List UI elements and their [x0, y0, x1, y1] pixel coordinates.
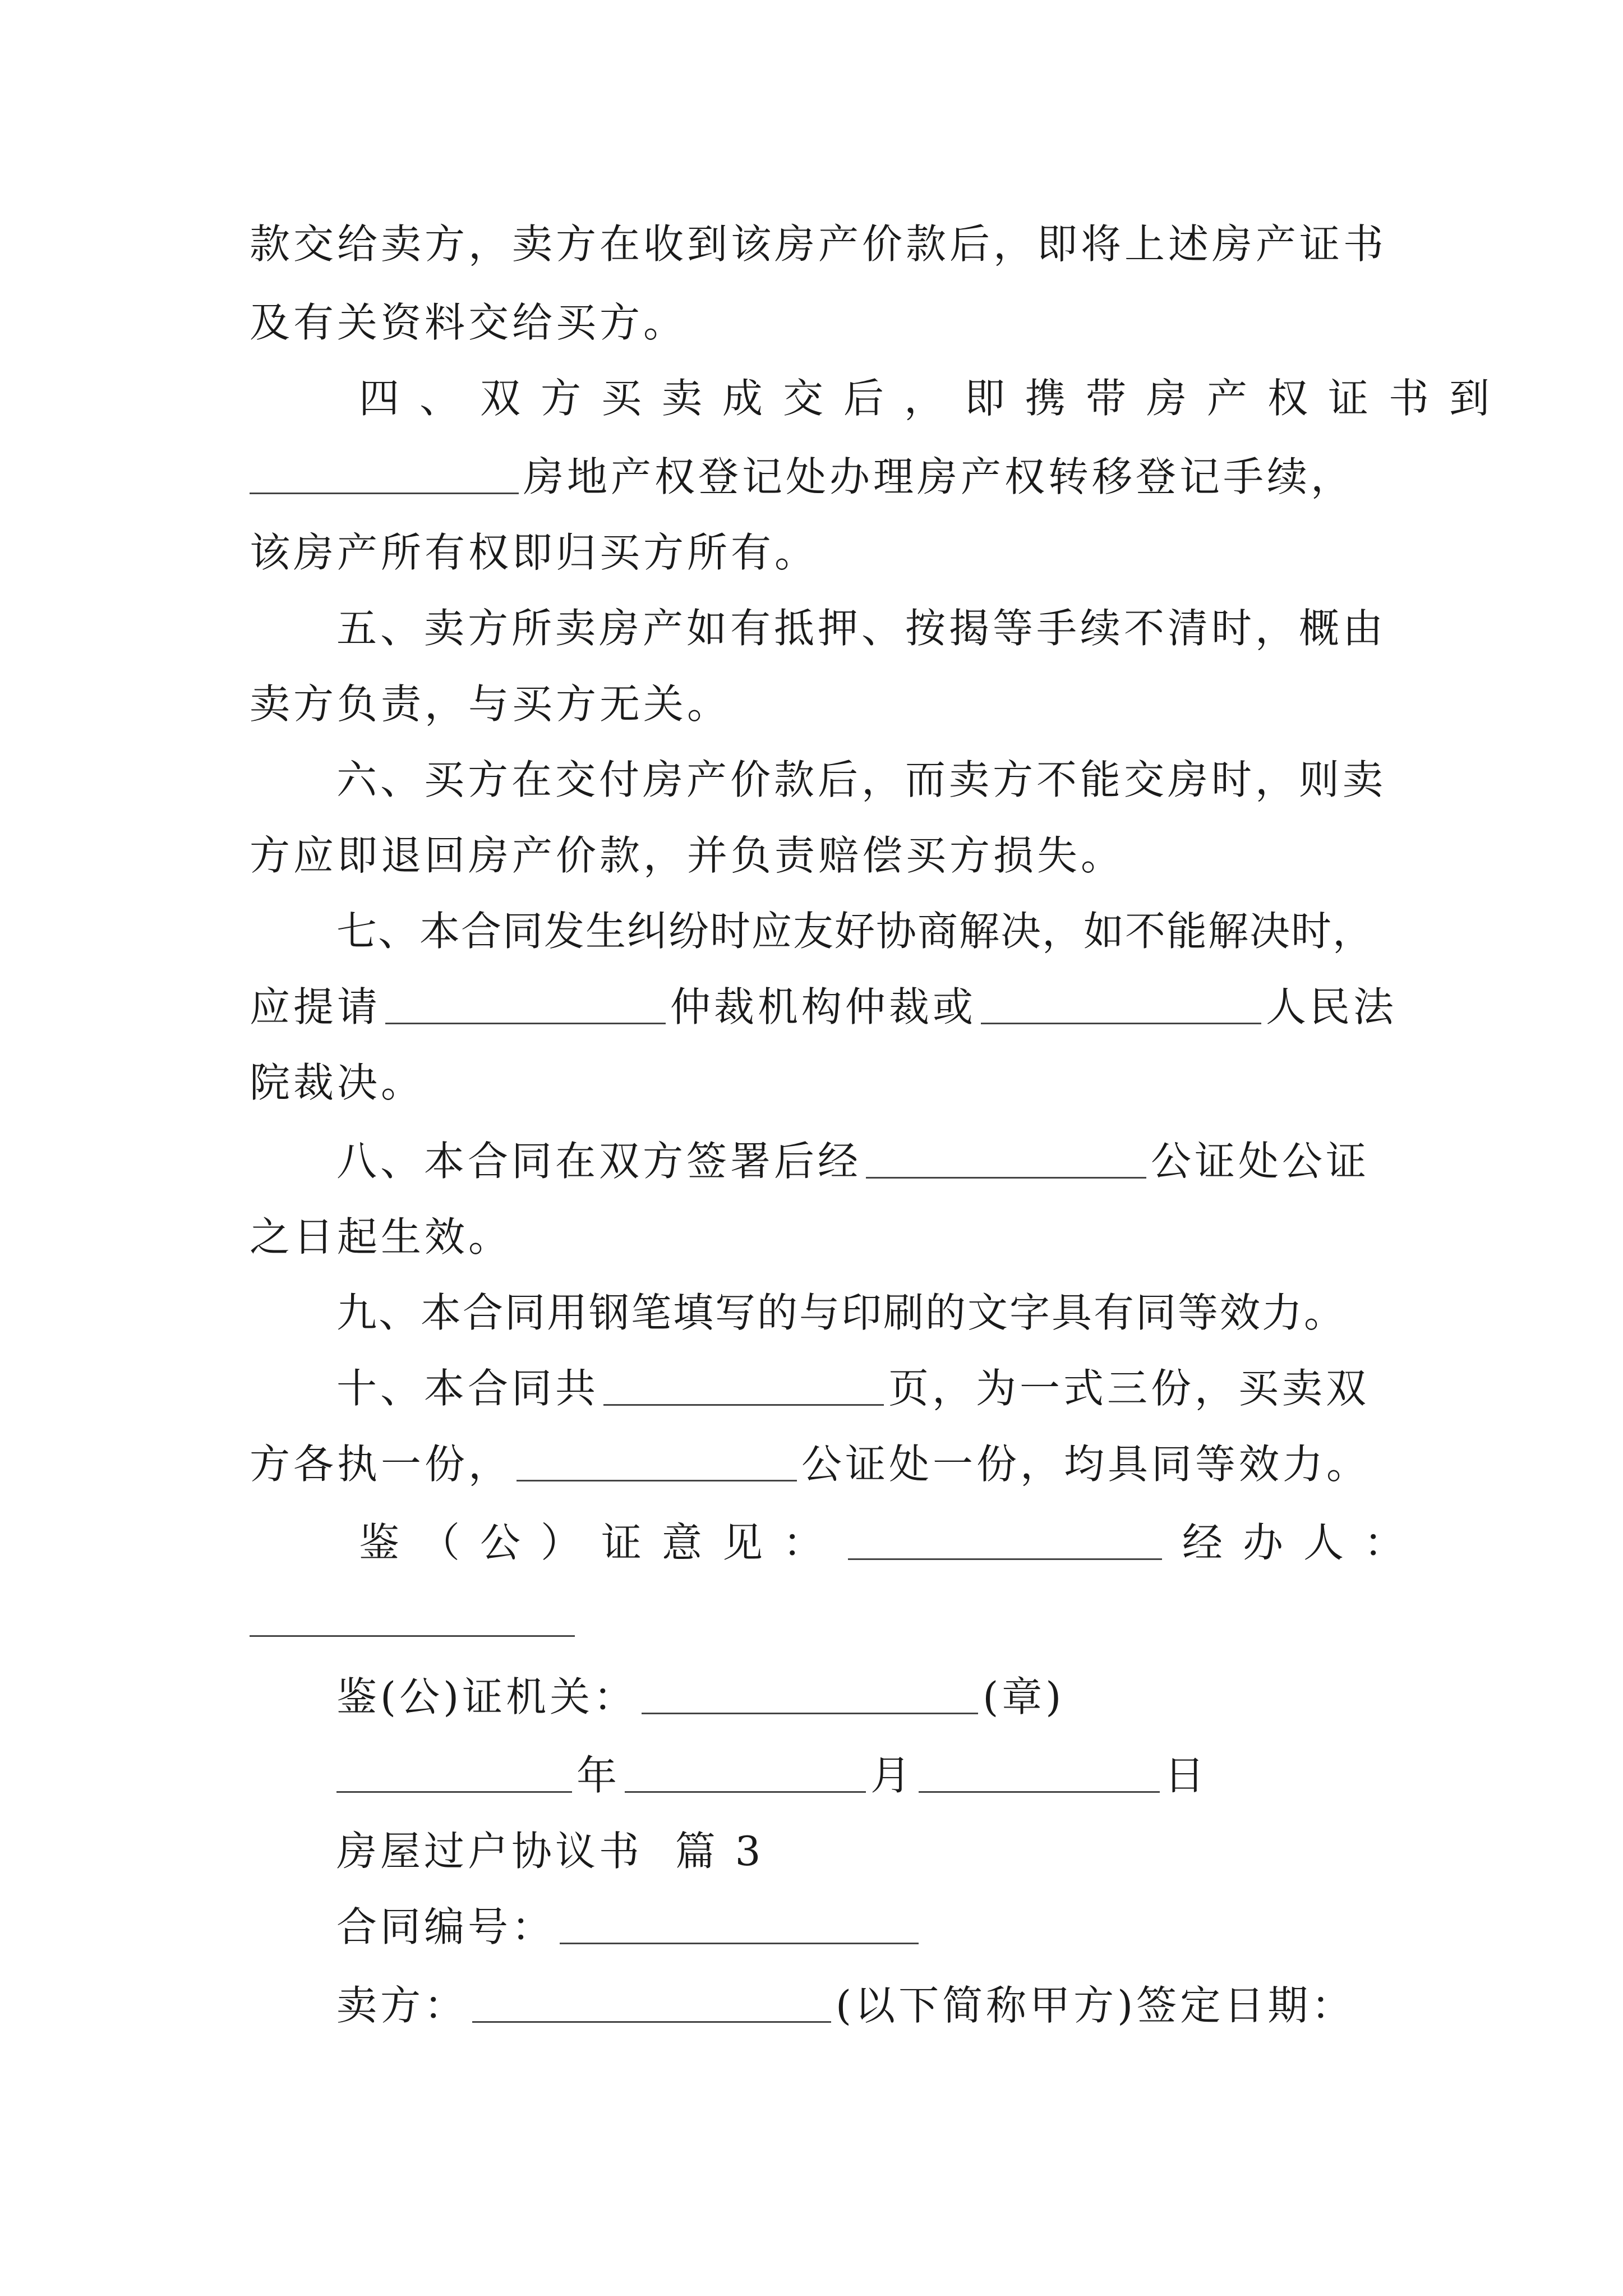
- clause-6-line-2: 方应即退回房产价款，并负责赔偿买方损失。: [250, 832, 1125, 879]
- handler-blank-line[interactable]: [250, 1635, 575, 1637]
- date-line: 年 月 日: [336, 1736, 1402, 1815]
- clause-4-line-2: 房地产权登记处办理房产权转移登记手续，: [250, 438, 1394, 516]
- blank-field[interactable]: [250, 448, 519, 494]
- clause-4-line-1: 四、双方买卖成交后，即携带房产权证书到: [359, 375, 1510, 422]
- clause-5-line-2: 卖方负责，与买方无关。: [250, 680, 731, 728]
- month-blank[interactable]: [625, 1746, 866, 1793]
- clause-10-line-1: 十、本合同共 页，为一式三份，买卖双: [336, 1349, 1402, 1428]
- day-blank[interactable]: [919, 1746, 1160, 1793]
- clause-7-line-1: 七、本合同发生纠纷时应友好协商解决，如不能解决时，: [336, 908, 1375, 955]
- contract-number-line: 合同编号：: [336, 1888, 1402, 1966]
- page-count-blank[interactable]: [603, 1359, 884, 1406]
- clause-8-line-1: 八、本合同在双方签署后经 公证处公证: [336, 1122, 1402, 1200]
- clause-9-line: 九、本合同用钢笔填写的与印刷的文字具有同等效力。: [336, 1289, 1347, 1336]
- notary-authority-blank[interactable]: [642, 1668, 978, 1714]
- clause-7-line-2: 应提请 仲裁机构仲裁或 人民法: [250, 968, 1394, 1046]
- notary-copy-blank[interactable]: [517, 1435, 797, 1481]
- clause-4-line-3: 该房产所有权即归买方所有。: [250, 529, 819, 576]
- seller-name-blank[interactable]: [472, 1976, 831, 2023]
- clause-6-line-1: 六、买方在交付房产价款后，而卖方不能交房时，则卖: [336, 756, 1387, 803]
- notary-opinion-blank[interactable]: [848, 1513, 1162, 1560]
- clause-8-line-2: 之日起生效。: [250, 1213, 513, 1260]
- paragraph-line-1: 款交给卖方，卖方在收到该房产价款后，即将上述房产证书: [250, 220, 1387, 268]
- contract-number-blank[interactable]: [560, 1898, 919, 1944]
- notary-office-blank[interactable]: [866, 1132, 1146, 1179]
- arbitration-blank[interactable]: [385, 978, 666, 1024]
- court-blank[interactable]: [981, 978, 1261, 1024]
- paragraph-line-2: 及有关资料交给买方。: [250, 299, 688, 346]
- notary-authority-line: 鉴(公)证机关： (章): [336, 1658, 1402, 1736]
- section-heading: 房屋过户协议书 篇 3: [336, 1828, 764, 1875]
- clause-7-line-3: 院裁决。: [250, 1059, 425, 1106]
- seller-line: 卖方： (以下简称甲方)签定日期：: [336, 1966, 1402, 2045]
- clause-5-line-1: 五、卖方所卖房产如有抵押、按揭等手续不清时，概由: [336, 605, 1387, 652]
- notary-opinion-line: 鉴（公）证意见： 经办人：: [359, 1503, 1402, 1582]
- clause-10-line-2: 方各执一份， 公证处一份，均具同等效力。: [250, 1425, 1394, 1503]
- year-blank[interactable]: [336, 1746, 572, 1793]
